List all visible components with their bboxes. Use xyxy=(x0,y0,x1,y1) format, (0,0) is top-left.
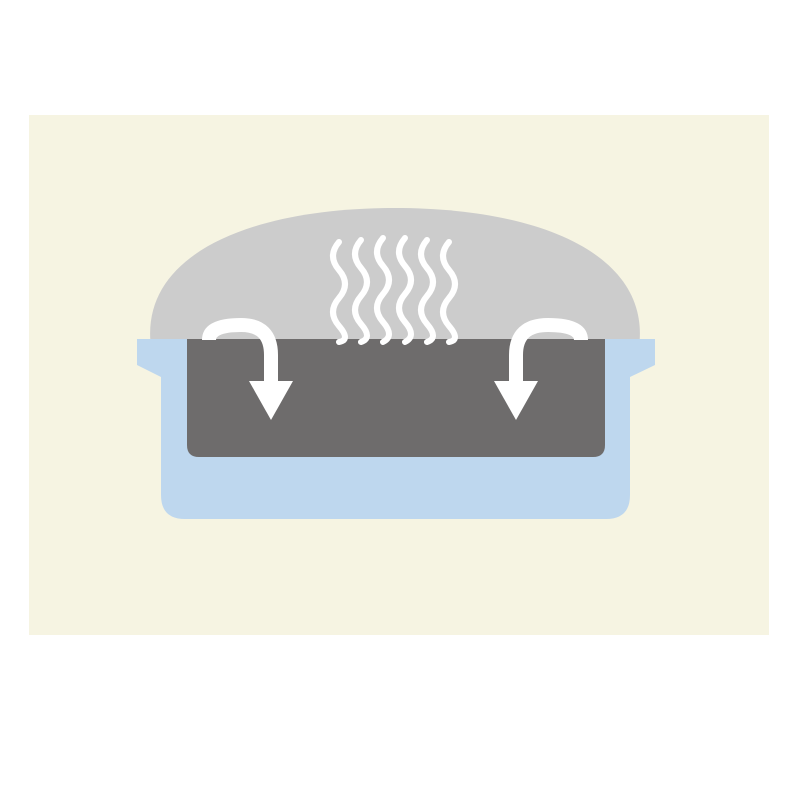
diagram-panel xyxy=(29,115,769,635)
steamer-diagram xyxy=(29,115,769,635)
steaming-grid xyxy=(187,339,605,457)
